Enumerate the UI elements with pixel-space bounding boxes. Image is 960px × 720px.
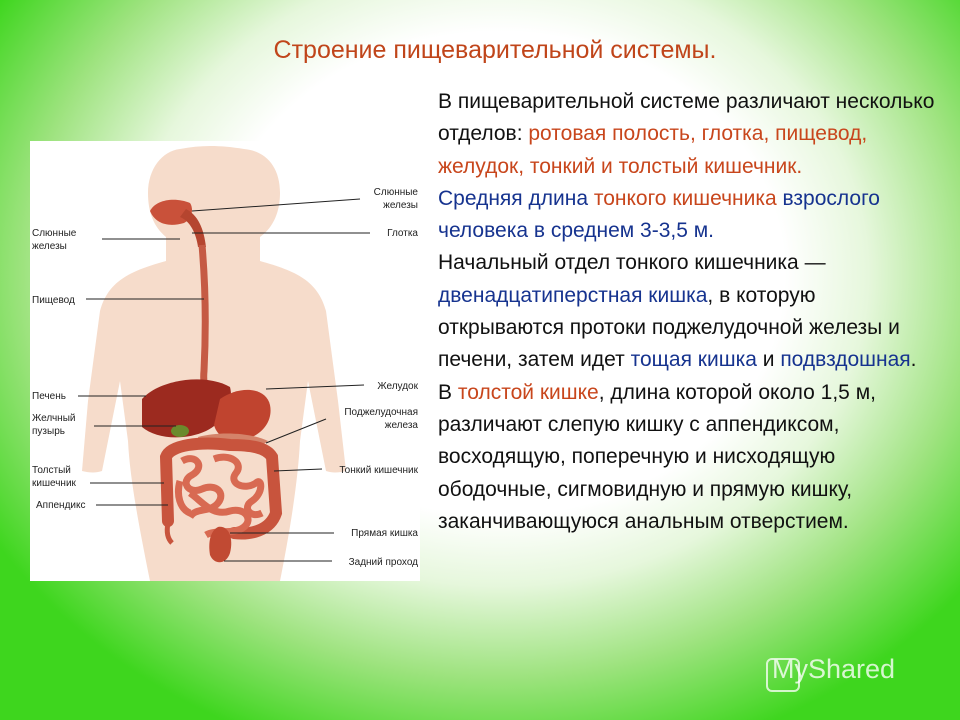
label-esophagus: Пищевод bbox=[32, 295, 75, 306]
gall-bladder bbox=[171, 425, 189, 437]
label-small-intestine: Тонкий кишечник bbox=[339, 465, 418, 476]
p3-seg-6: . bbox=[910, 348, 917, 372]
p3-seg-2: , в которую открываются протоки поджелудочной железы и печени, затем идет bbox=[438, 283, 900, 372]
label-rectum: Прямая кишка bbox=[351, 528, 418, 539]
label-appendix: Аппендикс bbox=[36, 500, 86, 511]
p3-seg-0: Начальный отдел тонкого кишечника — bbox=[438, 251, 826, 275]
label-salivary-right-1: Слюнные bbox=[373, 187, 418, 198]
body-text bbox=[438, 86, 938, 538]
slide-title: Строение пищеварительной системы. bbox=[273, 36, 717, 64]
watermark: MyShared bbox=[772, 654, 896, 684]
p2-seg-2: взрослого человека в среднем 3-3,5 м. bbox=[438, 186, 880, 243]
label-pharynx: Глотка bbox=[387, 228, 418, 239]
p1-seg-1: ротовая полость, глотка, пищевод, желудок, тонкий и толстый кишечник. bbox=[438, 122, 868, 178]
p1-seg-0: В пищеварительной системе различают несколько отделов: bbox=[438, 90, 935, 146]
p3-seg-5: подвздошная bbox=[780, 348, 911, 372]
p4-seg-0: В bbox=[438, 380, 458, 404]
label-liver: Печень bbox=[32, 391, 66, 402]
label-salivary-right-2: железы bbox=[383, 200, 418, 211]
paragraph-large-intestine bbox=[438, 377, 938, 538]
label-anus: Задний проход bbox=[348, 557, 418, 568]
p3-seg-1: двенадцатиперстная кишка bbox=[438, 283, 708, 307]
paragraph-length bbox=[438, 183, 938, 248]
body-silhouette bbox=[82, 146, 346, 581]
label-salivary-left-2: железы bbox=[32, 241, 67, 252]
paragraph-sections bbox=[438, 86, 938, 183]
label-pancreas-2: железа bbox=[384, 420, 418, 431]
digestive-system-illustration bbox=[30, 141, 420, 581]
label-large-intestine-1: Толстый bbox=[32, 465, 71, 476]
label-gall-bladder-1: Желчный bbox=[32, 413, 76, 424]
label-large-intestine-2: кишечник bbox=[32, 478, 76, 489]
p2-seg-1: тонкого кишечника bbox=[593, 186, 777, 210]
p3-seg-3: тощая кишка bbox=[630, 348, 757, 372]
label-stomach: Желудок bbox=[377, 381, 418, 392]
digestive-system-figure bbox=[30, 141, 420, 581]
p4-seg-2: , длина которой около 1,5 м, различают слепую кишку с аппендиксом, восходящую, поперечную и нисходящую ободочные, сигмовидную и прямую кишку, заканчивающуюся анальным отверстием. bbox=[438, 380, 876, 533]
p2-seg-0: Средняя длина bbox=[438, 186, 594, 210]
paragraph-duodenum bbox=[438, 247, 938, 376]
label-pancreas-1: Поджелудочная bbox=[344, 407, 418, 418]
p4-seg-1: толстой кишке bbox=[457, 380, 599, 404]
label-salivary-left-1: Слюнные bbox=[32, 228, 77, 239]
label-gall-bladder-2: пузырь bbox=[32, 426, 65, 437]
p3-seg-4: и bbox=[756, 348, 781, 372]
